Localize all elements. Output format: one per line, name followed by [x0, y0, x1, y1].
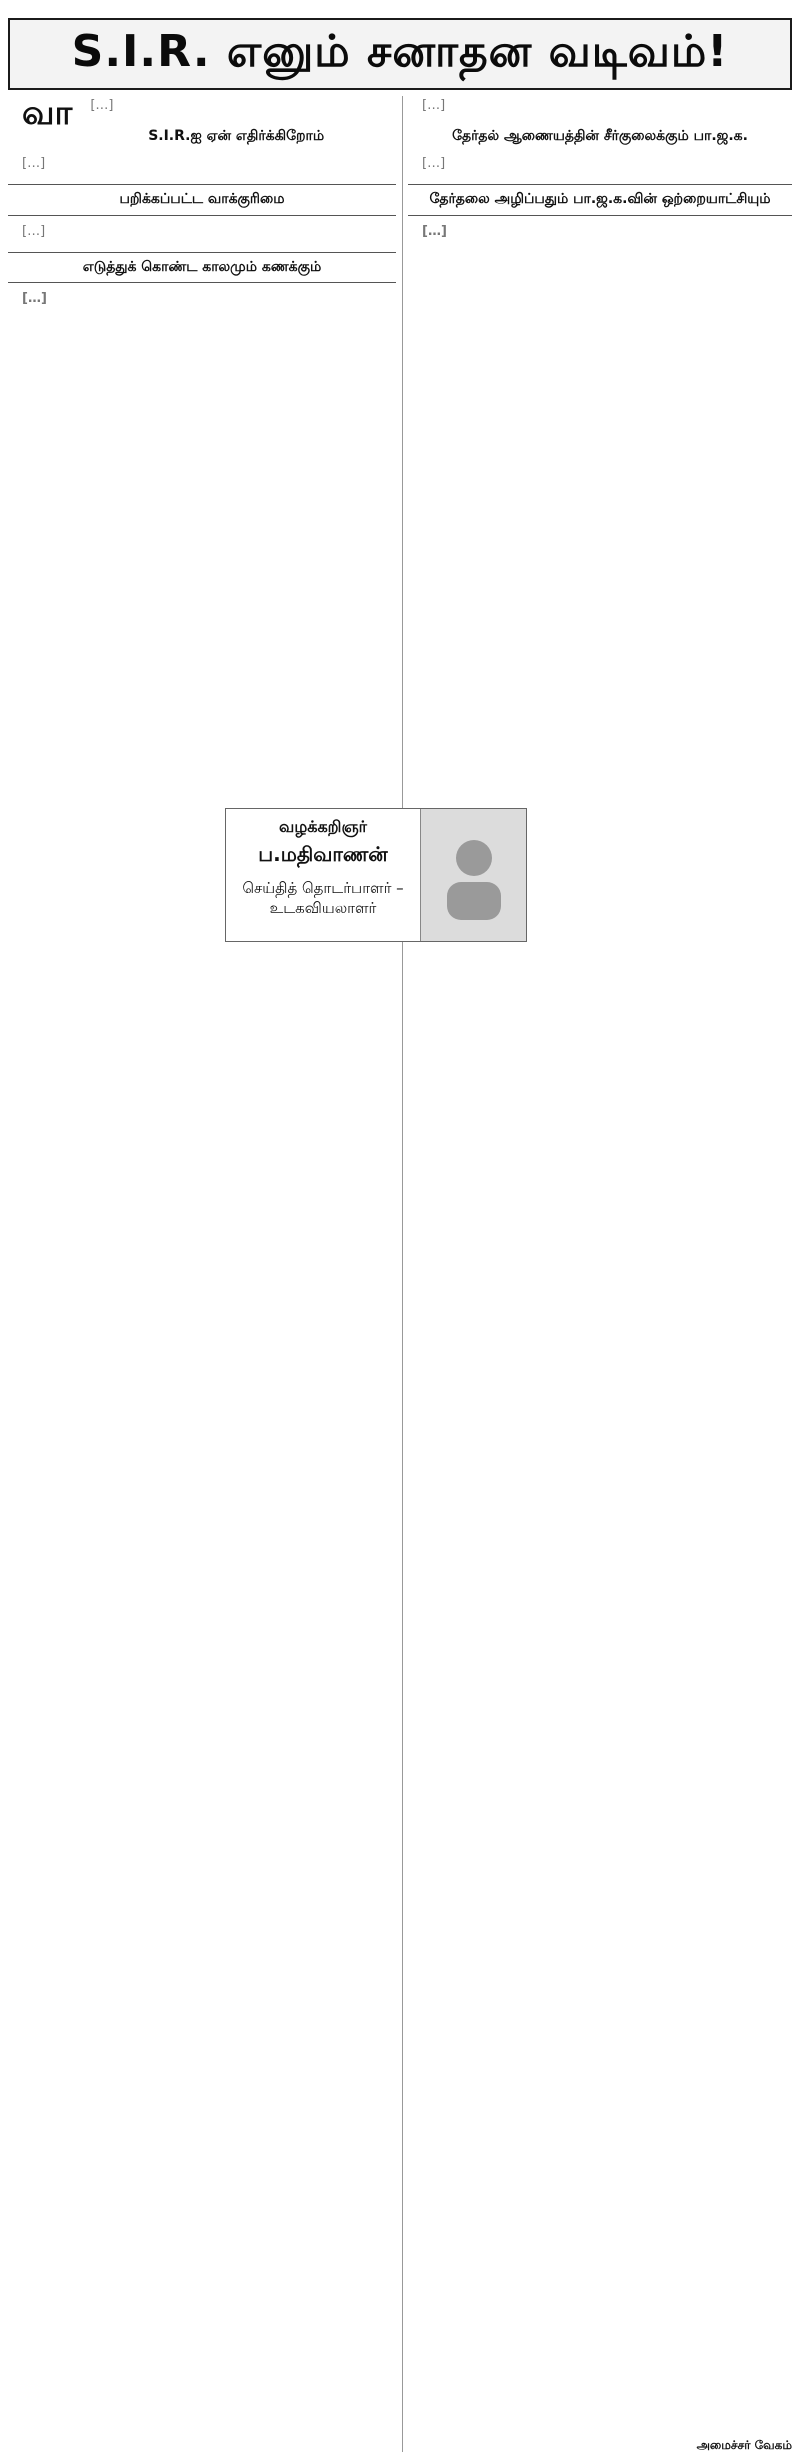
left-column: வா […] S.I.R.ஐ ஏன் எதிர்க்கிறோம் […] பறிக்கப்பட்ட வாக்குரிமை […] எடுத்துக் கொண்ட காலமும் கணக்கும் […] — [8, 96, 403, 2452]
dropcap: வா — [22, 96, 73, 133]
author-text — [226, 809, 420, 941]
section-heading: தேர்தலை அழிப்பதும் பா.ஜ.க.வின் ஒற்றையாட்சியும் — [408, 184, 792, 216]
section-heading: S.I.R.ஐ ஏன் எதிர்க்கிறோம் — [148, 128, 325, 145]
author-label: வழக்கறிஞர் — [279, 817, 367, 836]
author-photo — [420, 809, 526, 941]
top-strip — [0, 0, 800, 12]
person-icon — [439, 830, 509, 920]
section-heading: எடுத்துக் கொண்ட காலமும் கணக்கும் — [8, 252, 396, 284]
right-column: […] தேர்தல் ஆணையத்தின் சீர்குலைக்கும் பா.ஜ.க. […] தேர்தலை அழிப்பதும் பா.ஜ.க.வின் ஒற்றையாட்சியும் […] — [408, 96, 792, 2452]
section-heading: தேர்தல் ஆணையத்தின் சீர்குலைக்கும் பா.ஜ.க. — [452, 128, 748, 145]
footer-text: அமைச்சர் வேகம் — [696, 2438, 792, 2452]
author-box — [225, 808, 527, 942]
page-headline: S.I.R. எனும் சனாதன வடிவம்! — [8, 18, 792, 90]
section-heading: பறிக்கப்பட்ட வாக்குரிமை — [8, 184, 396, 216]
author-name: ப.மதிவாணன் — [258, 842, 388, 866]
author-role: செய்தித் தொடர்பாளர் – உடகவியலாளர் — [242, 879, 404, 917]
